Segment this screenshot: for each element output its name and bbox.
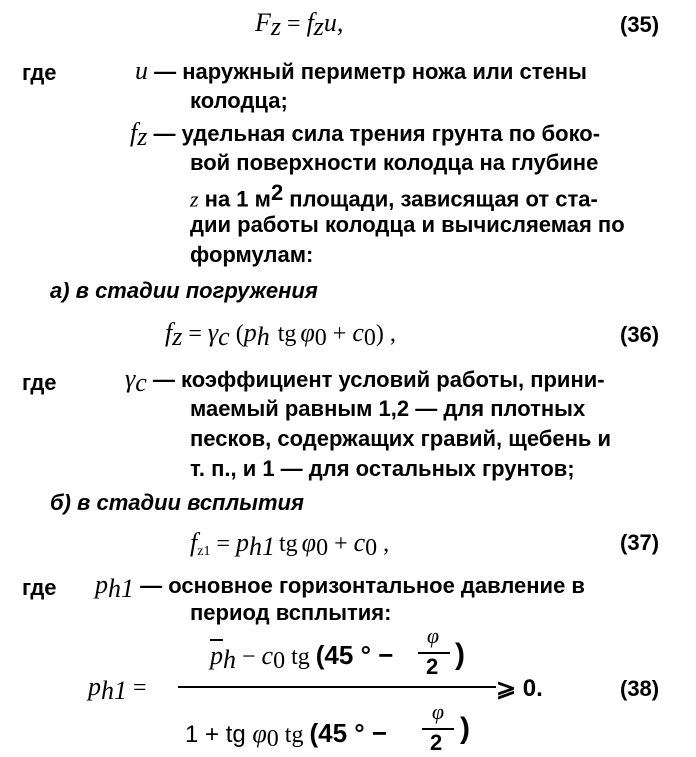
- eq38-den-two: 2: [430, 730, 443, 755]
- def-u-dash: —: [148, 59, 183, 84]
- eq38-num-small-frac: [420, 624, 446, 648]
- eq35-number: (35): [620, 12, 660, 37]
- eq35-rhs: f: [306, 8, 314, 37]
- eq36-c-sub: 0: [363, 325, 376, 352]
- eq36-p-sub: h: [256, 322, 270, 352]
- def-fz-sup: 2: [270, 180, 284, 205]
- def-ph1-text1: основное горизонтальное давление в: [168, 573, 585, 598]
- eq36-lhs-sub: z: [172, 322, 183, 352]
- def-gamma-symbol: γ: [125, 364, 136, 393]
- eq38-num-tg: tg: [285, 644, 316, 670]
- eq38-num-c-sub: 0: [273, 648, 286, 675]
- eq36-lhs: f: [165, 318, 173, 347]
- def-fz-text1: удельная сила трения грунта по боко-: [181, 121, 601, 146]
- eq36-phi: φ: [300, 318, 315, 347]
- eq38-number: (38): [620, 676, 660, 701]
- def-fz-z: z: [190, 186, 199, 212]
- eq38-num-c: c: [261, 641, 274, 670]
- eq38-lhs-group: [88, 672, 147, 706]
- def-u-line1: [135, 56, 587, 90]
- eq36-gamma: γ: [207, 318, 219, 347]
- eq38-den-phi-small: φ: [431, 699, 445, 724]
- eq38-num-close: ): [455, 638, 465, 671]
- def-gamma-dash: —: [146, 367, 182, 392]
- where-label-1: где: [22, 60, 57, 85]
- where-label-3: где: [22, 575, 57, 600]
- def-u-line2: колодца;: [190, 88, 288, 113]
- def-fz-text3b: площади, зависящая от ста-: [283, 186, 598, 212]
- eq35-rhs-sub: z: [313, 12, 324, 42]
- eq38-den-phi: φ: [252, 719, 267, 748]
- eq37-plus: +: [328, 531, 354, 557]
- eq38-denominator: [185, 718, 387, 753]
- eq36-equals: =: [182, 321, 208, 347]
- eq37-p-sub: h1: [249, 532, 275, 562]
- eq38-den-phi-sub: 0: [266, 726, 279, 753]
- def-gamma-text1: коэффициент условий работы, прини-: [181, 367, 605, 392]
- equation-36: [165, 318, 396, 352]
- eq38-lhs: p: [88, 672, 101, 701]
- eq38-den-close: ): [460, 712, 470, 745]
- def-fz-line5: формулам:: [190, 242, 314, 267]
- eq38-den-one: 1 + tg: [185, 721, 253, 748]
- eq38-relation: ⩾ 0.: [496, 675, 543, 702]
- def-ph1-dash: —: [134, 573, 169, 598]
- eq35-equals: =: [281, 11, 307, 37]
- case-b-heading: б) в стадии всплытия: [50, 490, 304, 515]
- eq38-num-phi: φ: [426, 623, 440, 648]
- eq36-gamma-sub: c: [218, 322, 230, 352]
- eq36-paren-close: ) ,: [375, 321, 396, 347]
- def-fz-symbol-sub: z: [137, 122, 148, 152]
- def-gamma-line3: песков, содержащих гравий, щебень и: [190, 426, 612, 451]
- equation-35: [255, 8, 343, 42]
- eq35-lhs-sub: z: [270, 12, 282, 42]
- eq37-phi-sub: 0: [316, 535, 329, 562]
- eq38-num-two: 2: [426, 654, 439, 679]
- eq38-num-minus: −: [236, 644, 262, 670]
- def-fz-symbol: f: [130, 118, 138, 147]
- eq38-den-tg: tg: [278, 722, 310, 748]
- eq37-tail: ,: [377, 531, 390, 557]
- eq37-c: c: [353, 528, 366, 557]
- def-u-symbol: u: [135, 56, 148, 85]
- def-fz-dash: —: [147, 121, 182, 146]
- eq38-den-paren: (45 ° −: [309, 718, 388, 748]
- eq37-phi: φ: [301, 528, 317, 557]
- eq37-tg: tg: [279, 531, 298, 557]
- eq38-lhs-sub: h1: [101, 676, 127, 706]
- eq37-number: (37): [620, 530, 660, 555]
- def-fz-line2: вой поверхности колодца на глубине: [190, 150, 599, 175]
- eq37-c-sub: 0: [365, 535, 378, 562]
- def-fz-text3a: на 1 м: [198, 186, 271, 212]
- eq38-equals: =: [127, 675, 147, 701]
- def-ph1-symbol-sub: h1: [108, 574, 134, 604]
- eq36-phi-sub: 0: [314, 325, 327, 352]
- equation-37: [190, 528, 389, 562]
- eq38-num-pbar-sub: h: [223, 645, 236, 675]
- def-u-text1: наружный периметр ножа или стены: [182, 59, 587, 84]
- eq36-c: c: [352, 318, 364, 347]
- eq37-lhs-sub: z1: [197, 544, 211, 560]
- eq37-lhs: f: [190, 528, 198, 557]
- eq36-plus: +: [326, 321, 353, 347]
- eq35-lhs: F: [255, 8, 271, 37]
- eq38-main-fraction-line: [178, 686, 496, 688]
- eq37-p: p: [236, 528, 249, 557]
- def-ph1-symbol: p: [95, 570, 108, 599]
- where-label-2: где: [22, 370, 57, 395]
- eq37-equals: =: [210, 531, 236, 557]
- eq38-numerator: [210, 640, 393, 675]
- def-gamma-symbol-sub: c: [135, 368, 147, 398]
- eq36-number: (36): [620, 322, 660, 347]
- eq36-paren-open: (: [229, 321, 244, 347]
- def-gamma-line2: маемый равным 1,2 — для плотных: [190, 396, 586, 421]
- case-a-heading: а) в стадии погружения: [50, 278, 318, 303]
- def-gamma-line4: т. п., и 1 — для остальных грунтов;: [190, 456, 575, 481]
- eq36-tg: tg: [277, 321, 297, 347]
- def-fz-line4: дии работы колодца и вычисляемая по: [190, 212, 625, 237]
- eq38-num-pbar: $\overline{p}$: [210, 641, 223, 670]
- def-ph1-line2: период всплытия:: [190, 600, 392, 625]
- eq38-num-paren: (45 ° −: [315, 640, 394, 670]
- eq36-p: p: [243, 318, 257, 347]
- eq35-rhs-tail: u,: [323, 8, 344, 37]
- eq38-den-small-frac: [425, 700, 451, 724]
